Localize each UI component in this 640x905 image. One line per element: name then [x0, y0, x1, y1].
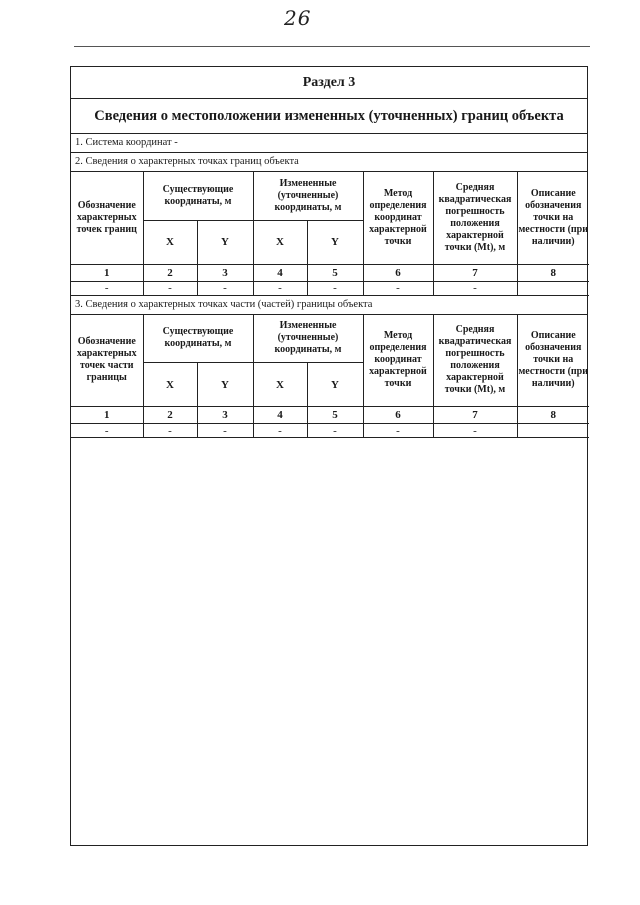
main-title: Сведения о местоположении измененных (уточненных) границ объекта	[71, 99, 587, 134]
column-number: 6	[363, 264, 433, 281]
table-cell: -	[433, 424, 517, 438]
table-cell: -	[71, 424, 143, 438]
column-number: 1	[71, 407, 143, 424]
section-title: Раздел 3	[71, 67, 587, 99]
header-method: Метод определения координат характерной точки	[363, 172, 433, 264]
table-cell: -	[307, 424, 363, 438]
header-changed-coords: Измененные (уточненные) координаты, м	[253, 172, 363, 220]
column-number: 1	[71, 264, 143, 281]
header-y-changed: Y	[307, 363, 363, 407]
header-description: Описание обозначения точки на местности (при наличии)	[517, 172, 589, 264]
table-cell: -	[143, 424, 197, 438]
block1-heading: 2. Сведения о характерных точках границ объекта	[71, 153, 587, 172]
table-cell: -	[197, 281, 253, 295]
column-number: 3	[197, 264, 253, 281]
table-cell: -	[433, 281, 517, 295]
header-y-existing: Y	[197, 220, 253, 264]
column-number: 7	[433, 407, 517, 424]
header-y-existing: Y	[197, 363, 253, 407]
column-number: 7	[433, 264, 517, 281]
header-x-existing: X	[143, 220, 197, 264]
table-cell: -	[143, 281, 197, 295]
column-number: 8	[517, 264, 589, 281]
column-numbers-row	[71, 407, 589, 424]
column-numbers-row	[71, 264, 589, 281]
document-frame	[70, 66, 588, 846]
boundary-points-table	[71, 172, 589, 296]
table-cell: -	[197, 424, 253, 438]
table-cell: -	[253, 281, 307, 295]
header-designation: Обозначение характерных точек границ	[71, 172, 143, 264]
part-boundary-points-table	[71, 315, 589, 439]
coordinate-system-line: 1. Система координат -	[71, 134, 587, 153]
column-number: 4	[253, 264, 307, 281]
block2-heading: 3. Сведения о характерных точках части (частей) границы объекта	[71, 296, 587, 315]
column-number: 8	[517, 407, 589, 424]
table-cell: -	[71, 281, 143, 295]
column-number: 5	[307, 264, 363, 281]
header-existing-coords: Существующие координаты, м	[143, 315, 253, 363]
header-y-changed: Y	[307, 220, 363, 264]
table-cell: -	[307, 281, 363, 295]
header-error: Средняя квадратическая погрешность положения характерной точки (Mt), м	[433, 315, 517, 407]
header-x-changed: X	[253, 363, 307, 407]
header-method: Метод определения координат характерной точки	[363, 315, 433, 407]
table-row	[71, 281, 589, 295]
table-cell: -	[253, 424, 307, 438]
page-number: 26	[284, 6, 312, 30]
table-cell: -	[363, 281, 433, 295]
header-rule	[74, 46, 590, 47]
table-cell	[517, 424, 589, 438]
column-number: 3	[197, 407, 253, 424]
header-existing-coords: Существующие координаты, м	[143, 172, 253, 220]
header-designation: Обозначение характерных точек части границы	[71, 315, 143, 407]
table-row	[71, 424, 589, 438]
header-x-existing: X	[143, 363, 197, 407]
header-changed-coords: Измененные (уточненные) координаты, м	[253, 315, 363, 363]
header-error: Средняя квадратическая погрешность положения характерной точки (Mt), м	[433, 172, 517, 264]
table-cell	[517, 281, 589, 295]
column-number: 2	[143, 264, 197, 281]
column-number: 4	[253, 407, 307, 424]
column-number: 6	[363, 407, 433, 424]
column-number: 2	[143, 407, 197, 424]
table-cell: -	[363, 424, 433, 438]
column-number: 5	[307, 407, 363, 424]
header-description: Описание обозначения точки на местности (при наличии)	[517, 315, 589, 407]
header-x-changed: X	[253, 220, 307, 264]
